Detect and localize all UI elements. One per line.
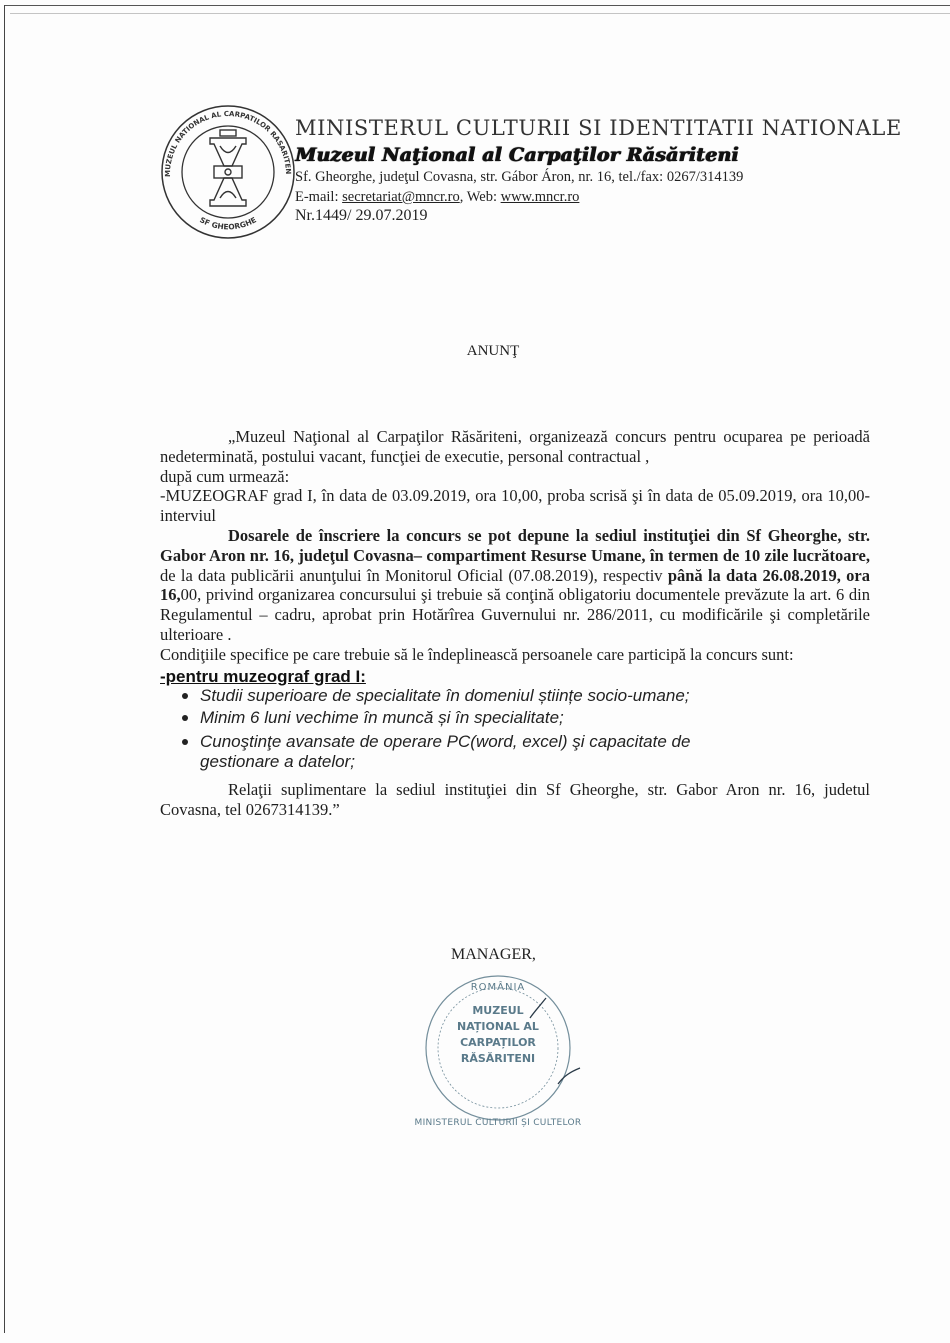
scan-edge [4, 5, 950, 6]
bullet-icon [182, 739, 188, 745]
scan-edge [4, 5, 5, 1333]
requirement-item [160, 686, 870, 706]
announcement-body [160, 427, 870, 820]
requirement-text: Cunoştinţe avansate de operare PC(word, excel) şi capacitate de gestionare a datelor; [200, 732, 691, 772]
intro-text: „Muzeul Naţional al Carpaţilor Răsăriteni, organizează concurs pentru ocuparea pe perioadă nedeterminată, postului vacant, funcţiei de executie, personal contractual , [160, 427, 870, 466]
museum-name: Muzeul Naţional al Carpaţilor Răsăriteni [295, 144, 739, 166]
requirement-text: Studii superioare de specialitate în domeniul științe socio-umane; [200, 686, 690, 706]
web-link[interactable]: www.mncr.ro [500, 189, 580, 205]
requirement-text: Minim 6 luni vechime în muncă și în specialitate; [200, 708, 564, 728]
stamp-country: ROMÂNIA [470, 982, 526, 993]
contact-line [295, 188, 902, 206]
logo-ring-text-top: MUZEUL NATIONAL AL CARPATILOR RASARITEN [163, 109, 293, 177]
dosare-paragraph [160, 526, 870, 645]
stamp-line: RĂSĂRITENI [460, 1052, 536, 1065]
stamp-line: MUZEUL [472, 1004, 524, 1017]
official-stamp [408, 968, 588, 1148]
registration-number: Nr.1449/ 29.07.2019 [295, 207, 428, 224]
letterhead [295, 116, 902, 225]
dosare-bold-1: Dosarele de înscriere la concurs se pot depune la sediul instituţiei din Sf Gheorghe, str. Gabor Aron nr. 16, judeţul Covasna– compartiment Resurse Umane, în termen de 10 zile lucrătoare, [160, 525, 870, 565]
email-link[interactable]: secretariat@mncr.ro [342, 189, 460, 205]
stamp-line: NAȚIONAL AL [457, 1020, 539, 1033]
requirement-item [160, 708, 870, 728]
signatory-role: MANAGER, [451, 946, 536, 963]
address: Sf. Gheorghe, judeţul Covasna, str. Gábor Áron, nr. 16, tel./fax: 0267/314139 [295, 169, 744, 185]
web-label: , Web: [459, 189, 501, 205]
conditions-paragraph: Condiţiile specifice pe care trebuie să le îndeplinească persoanele care participă la concurs sunt: [160, 644, 794, 664]
dosare-deadline: până la data 26.08.2019, ora 16, [160, 565, 870, 605]
requirement-item [160, 732, 870, 772]
bullet-icon [182, 693, 188, 699]
email-label: E-mail: [295, 189, 343, 205]
intro-paragraph [160, 427, 870, 467]
document-title-row [0, 343, 950, 360]
stamp-ring-text: MINISTERUL CULTURII ȘI CULTELOR [414, 1118, 582, 1128]
position-subheading: -pentru muzeograf grad I: [160, 666, 366, 686]
document-title: ANUNŢ [466, 343, 520, 359]
intro-end: după cum urmează: [160, 466, 290, 486]
bullet-icon [182, 715, 188, 721]
museum-logo [158, 104, 298, 240]
ministry-name: MINISTERUL CULTURII SI IDENTITATII NATIONALE [295, 116, 902, 140]
scan-edge [10, 13, 950, 14]
logo-ring-text-bottom: SF GHEORGHE [198, 215, 258, 232]
stamp-line: CARPAȚILOR [460, 1036, 536, 1049]
dosare-normal-1: de la data publicării anunţului în Monitorul Oficial (07.08.2019), respectiv [160, 565, 668, 585]
dosare-normal-2: 00, privind organizarea concursului şi trebuie să conţină obligatoriu documentele prevăzute la art. 6 din Regulamentul – cadru, aprobat prin Hotărîrea Guvernului nr. 286/2011, cu modificările şi completările ulterioare . [160, 585, 870, 644]
requirements-list [160, 686, 870, 772]
contact-paragraph: Relaţii suplimentare la sediul instituţiei din Sf Gheorghe, str. Gabor Aron nr. 16, judetul Covasna, tel 0267314139.” [160, 780, 870, 820]
position-line: -MUZEOGRAF grad I, în data de 03.09.2019, ora 10,00, proba scrisă şi în data de 05.09.2019, ora 10,00- interviul [160, 486, 870, 526]
